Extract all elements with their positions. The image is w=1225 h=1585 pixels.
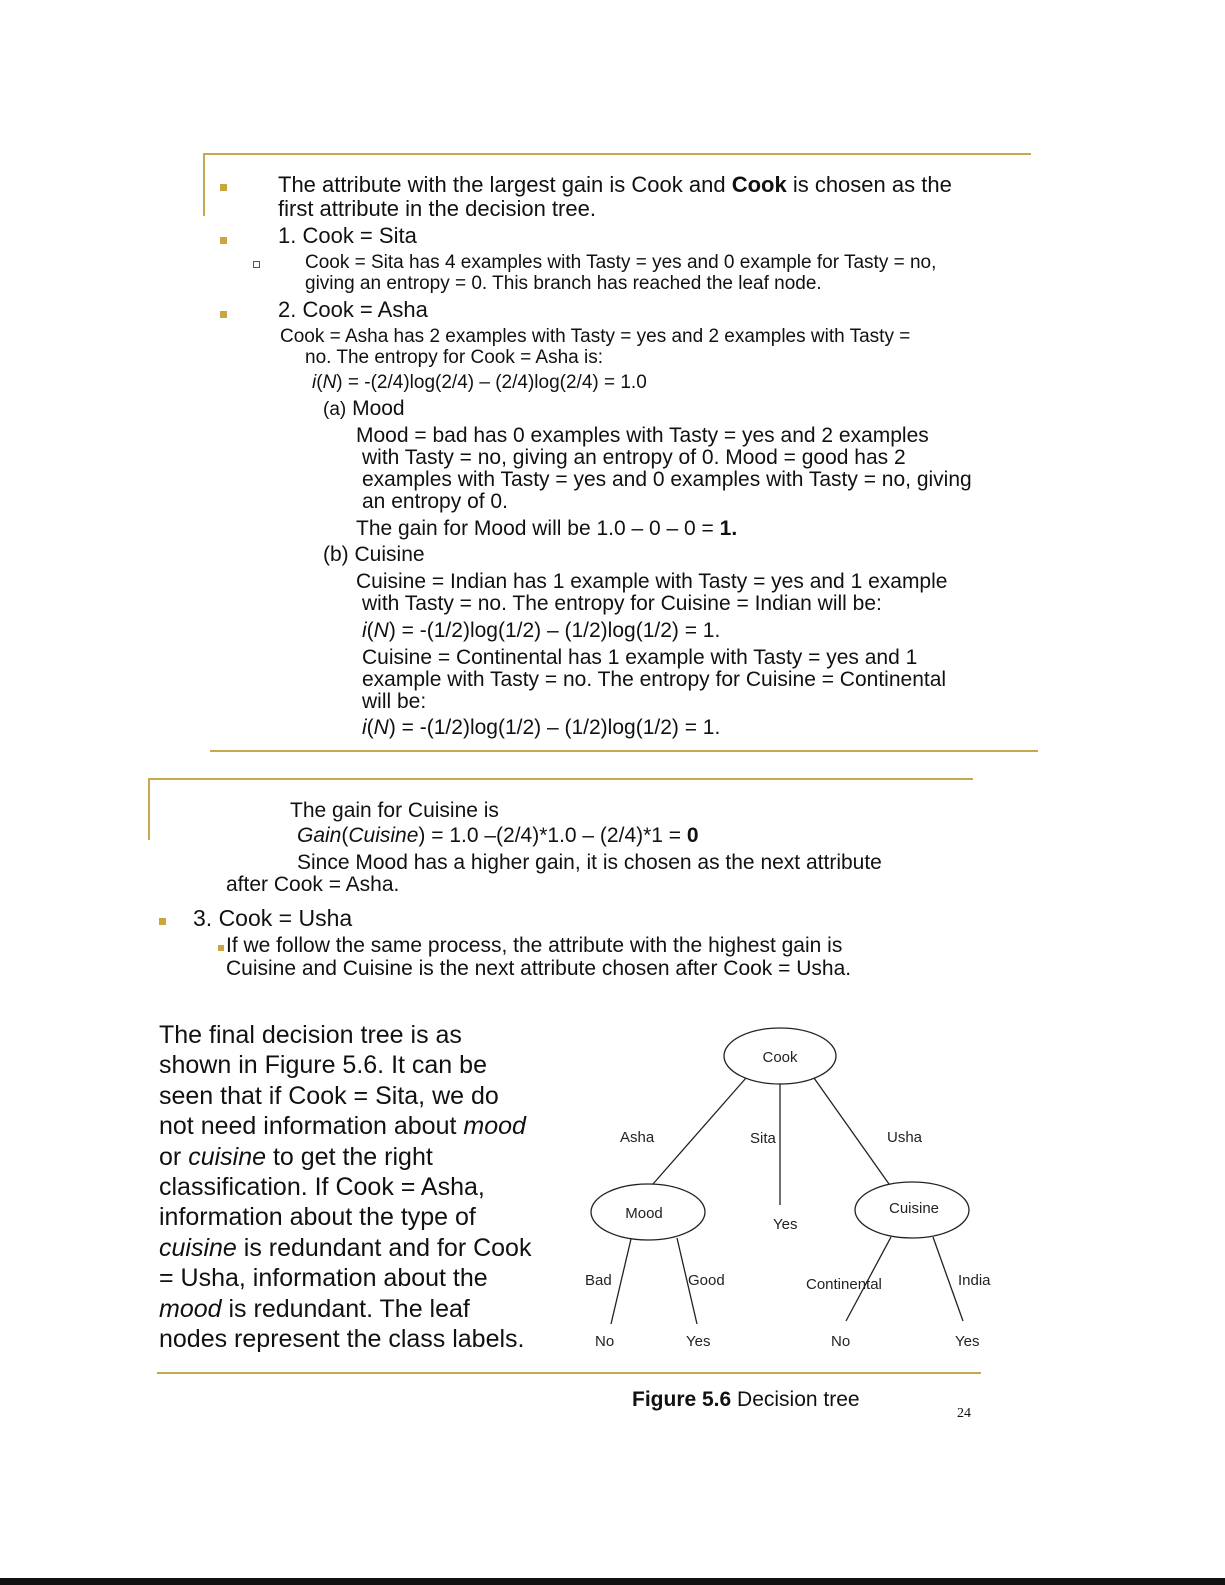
gain-intro: The gain for Cuisine is [290, 799, 499, 822]
tree-label-cook: Cook [762, 1049, 798, 1066]
tree-edge-bad [611, 1239, 631, 1324]
cook-sita-heading: 1. Cook = Sita [278, 223, 417, 248]
tree-edge-label-continental: Continental [806, 1276, 882, 1293]
mood-gain: The gain for Mood will be 1.0 – 0 – 0 = 1. [356, 517, 738, 540]
sita-text-1: Cook = Sita has 4 examples with Tasty = yes and 0 example for Tasty = no, [305, 252, 937, 273]
tree-edge-label-usha: Usha [887, 1129, 923, 1146]
final-line-2: shown in Figure 5.6. It can be [159, 1051, 487, 1079]
tree-leaf-good: Yes [686, 1333, 711, 1350]
since-text-1: Since Mood has a higher gain, it is chosen as the next attribute [297, 851, 882, 874]
slide-2-bottom-rule [157, 1372, 981, 1374]
page-number: 24 [957, 1406, 971, 1421]
tree-leaf-india: Yes [955, 1333, 980, 1350]
tree-edge-label-asha: Asha [620, 1129, 655, 1146]
mood-text-1: Mood = bad has 0 examples with Tasty = yes and 2 examples [356, 424, 929, 447]
mood-text-4: an entropy of 0. [362, 490, 508, 513]
tree-leaf-bad: No [595, 1333, 615, 1350]
final-line-8: cuisine is redundant and for Cook [159, 1234, 532, 1262]
usha-text-1: If we follow the same process, the attribute with the highest gain is [226, 934, 843, 957]
final-line-4: not need information about mood [159, 1112, 526, 1140]
cuisine-text-3: Cuisine = Continental has 1 example with Tasty = yes and 1 [362, 646, 918, 669]
tree-leaf-sita: Yes [773, 1216, 798, 1233]
tree-edge-label-good: Good [688, 1272, 725, 1289]
tree-edge-asha [653, 1078, 746, 1184]
gain-formula: Gain(Cuisine) = 1.0 –(2/4)*1.0 – (2/4)*1 = 0 [297, 824, 699, 847]
sita-text-2: giving an entropy = 0. This branch has reached the leaf node. [305, 273, 822, 294]
page-bottom-border [0, 1578, 1225, 1585]
mood-heading: (a) Mood [323, 397, 405, 420]
final-line-10: mood is redundant. The leaf [159, 1295, 470, 1323]
tree-label-cuisine: Cuisine [888, 1200, 940, 1217]
cuisine-formula-2: i(N) = -(1/2)log(1/2) – (1/2)log(1/2) = 1. [362, 716, 721, 739]
cuisine-text-2: with Tasty = no. The entropy for Cuisine = Indian will be: [362, 592, 882, 615]
tree-edge-usha [814, 1078, 889, 1184]
final-line-9: = Usha, information about the [159, 1264, 488, 1292]
tree-edge-label-sita: Sita [750, 1130, 776, 1147]
since-text-2: after Cook = Asha. [226, 873, 400, 896]
tree-label-mood: Mood [625, 1205, 663, 1222]
final-line-1: The final decision tree is as [159, 1021, 462, 1049]
tree-edge-label-india: India [958, 1272, 991, 1289]
asha-entropy-formula: i(N) = -(2/4)log(2/4) – (2/4)log(2/4) = 1.0 [312, 372, 647, 393]
cuisine-formula-1: i(N) = -(1/2)log(1/2) – (1/2)log(1/2) = 1. [362, 619, 721, 642]
cook-usha-heading: 3. Cook = Usha [193, 905, 353, 931]
mood-text-2: with Tasty = no, giving an entropy of 0. Mood = good has 2 [362, 446, 906, 469]
intro-line-1: The attribute with the largest gain is Cook and Cook is chosen as the [278, 172, 952, 197]
asha-text-1: Cook = Asha has 2 examples with Tasty = yes and 2 examples with Tasty = [280, 326, 911, 347]
final-line-6: classification. If Cook = Asha, [159, 1173, 485, 1201]
cuisine-text-1: Cuisine = Indian has 1 example with Tasty = yes and 1 example [356, 570, 948, 593]
final-line-11: nodes represent the class labels. [159, 1325, 525, 1353]
asha-text-2: no. The entropy for Cook = Asha is: [305, 347, 604, 368]
cuisine-heading: (b) Cuisine [323, 543, 425, 566]
usha-text-2: Cuisine and Cuisine is the next attribute chosen after Cook = Usha. [226, 957, 852, 980]
figure-caption: Figure 5.6 Decision tree [632, 1388, 860, 1411]
final-line-7: information about the type of [159, 1203, 476, 1231]
final-line-3: seen that if Cook = Sita, we do [159, 1082, 499, 1110]
cook-asha-heading: 2. Cook = Asha [278, 297, 428, 322]
mood-text-3: examples with Tasty = yes and 0 examples with Tasty = no, giving [362, 468, 972, 491]
cuisine-text-5: will be: [362, 690, 427, 713]
final-line-5: or cuisine to get the right [159, 1143, 433, 1171]
tree-edge-label-bad: Bad [585, 1272, 612, 1289]
tree-leaf-continental: No [831, 1333, 851, 1350]
intro-line-2: first attribute in the decision tree. [278, 196, 596, 221]
cuisine-text-4: example with Tasty = no. The entropy for Cuisine = Continental [362, 668, 947, 691]
